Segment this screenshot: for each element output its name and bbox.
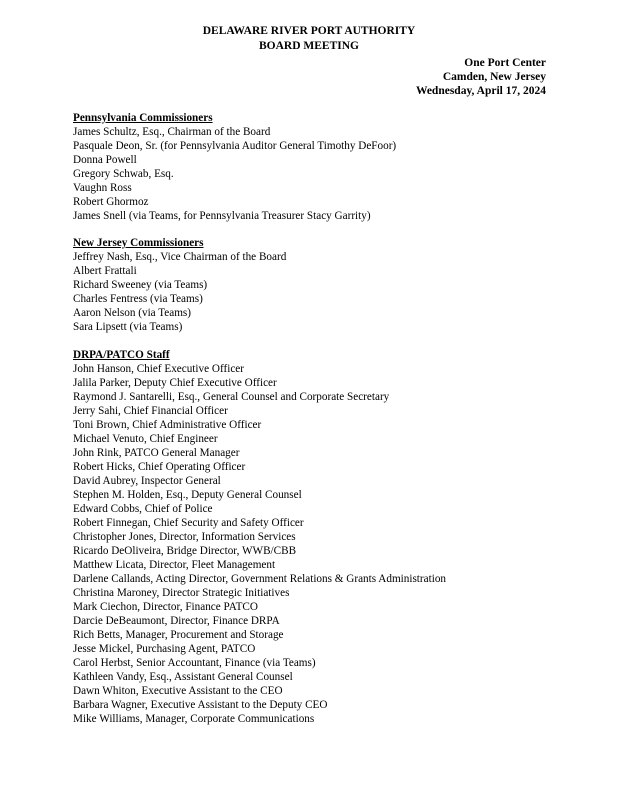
location-city: Camden, New Jersey <box>442 71 546 83</box>
staff-line: David Aubrey, Inspector General <box>73 475 221 487</box>
staff-line: Jerry Sahi, Chief Financial Officer <box>73 405 228 417</box>
staff-line: Kathleen Vandy, Esq., Assistant General Counsel <box>73 671 293 683</box>
staff-line: Mark Ciechon, Director, Finance PATCO <box>73 601 258 613</box>
document-title <box>0 24 618 54</box>
staff-line: Darlene Callands, Acting Director, Government Relations & Grants Administration <box>73 573 447 585</box>
staff-line: Ricardo DeOliveira, Bridge Director, WWB/CBB <box>73 545 297 557</box>
staff-line: Raymond J. Santarelli, Esq., General Counsel and Corporate Secretary <box>73 391 390 403</box>
staff-line: Michael Venuto, Chief Engineer <box>73 433 218 445</box>
staff-heading: DRPA/PATCO Staff <box>73 349 170 361</box>
staff-section <box>73 348 593 726</box>
staff-line: Jesse Mickel, Purchasing Agent, PATCO <box>73 643 256 655</box>
attendee-line: Donna Powell <box>73 154 137 166</box>
staff-line: Toni Brown, Chief Administrative Officer <box>73 419 262 431</box>
location-place: One Port Center <box>464 57 546 69</box>
attendee-line: Pasquale Deon, Sr. (for Pennsylvania Auditor General Timothy DeFoor) <box>73 140 397 152</box>
staff-line: Rich Betts, Manager, Procurement and Storage <box>73 629 284 641</box>
staff-line: Mike Williams, Manager, Corporate Communications <box>73 713 315 725</box>
staff-line: John Rink, PATCO General Manager <box>73 447 240 459</box>
staff-line: Carol Herbst, Senior Accountant, Finance (via Teams) <box>73 657 316 669</box>
attendee-line: Sara Lipsett (via Teams) <box>73 321 183 333</box>
staff-line: Darcie DeBeaumont, Director, Finance DRPA <box>73 615 280 627</box>
staff-line: John Hanson, Chief Executive Officer <box>73 363 244 375</box>
attendee-line: James Snell (via Teams, for Pennsylvania Treasurer Stacy Garrity) <box>73 210 371 222</box>
attendee-line: James Schultz, Esq., Chairman of the Board <box>73 126 271 138</box>
attendee-line: Robert Ghormoz <box>73 196 149 208</box>
meeting-date: Wednesday, April 17, 2024 <box>415 85 546 97</box>
staff-line: Jalila Parker, Deputy Chief Executive Officer <box>73 377 277 389</box>
attendee-line: Jeffrey Nash, Esq., Vice Chairman of the Board <box>73 251 287 263</box>
staff-line: Robert Finnegan, Chief Security and Safety Officer <box>73 517 304 529</box>
staff-line: Christina Maroney, Director Strategic Initiatives <box>73 587 290 599</box>
nj-commissioners-heading: New Jersey Commissioners <box>73 237 204 249</box>
attendee-line: Charles Fentress (via Teams) <box>73 293 203 305</box>
staff-line: Dawn Whiton, Executive Assistant to the CEO <box>73 685 283 697</box>
org-name: DELAWARE RIVER PORT AUTHORITY <box>202 25 416 37</box>
staff-line: Barbara Wagner, Executive Assistant to the Deputy CEO <box>73 699 328 711</box>
staff-line: Matthew Licata, Director, Fleet Management <box>73 559 276 571</box>
staff-line: Edward Cobbs, Chief of Police <box>73 503 213 515</box>
nj-commissioners-section <box>73 236 593 334</box>
meeting-location <box>416 56 546 98</box>
attendee-line: Albert Frattali <box>73 265 137 277</box>
staff-line: Robert Hicks, Chief Operating Officer <box>73 461 246 473</box>
pa-commissioners-heading: Pennsylvania Commissioners <box>73 112 213 124</box>
attendee-line: Richard Sweeney (via Teams) <box>73 279 208 291</box>
staff-line: Christopher Jones, Director, Information Services <box>73 531 296 543</box>
attendee-line: Gregory Schwab, Esq. <box>73 168 174 180</box>
staff-line: Stephen M. Holden, Esq., Deputy General Counsel <box>73 489 302 501</box>
meeting-title: BOARD MEETING <box>259 40 359 52</box>
pa-commissioners-section <box>73 111 593 223</box>
attendee-line: Vaughn Ross <box>73 182 132 194</box>
attendee-line: Aaron Nelson (via Teams) <box>73 307 191 319</box>
